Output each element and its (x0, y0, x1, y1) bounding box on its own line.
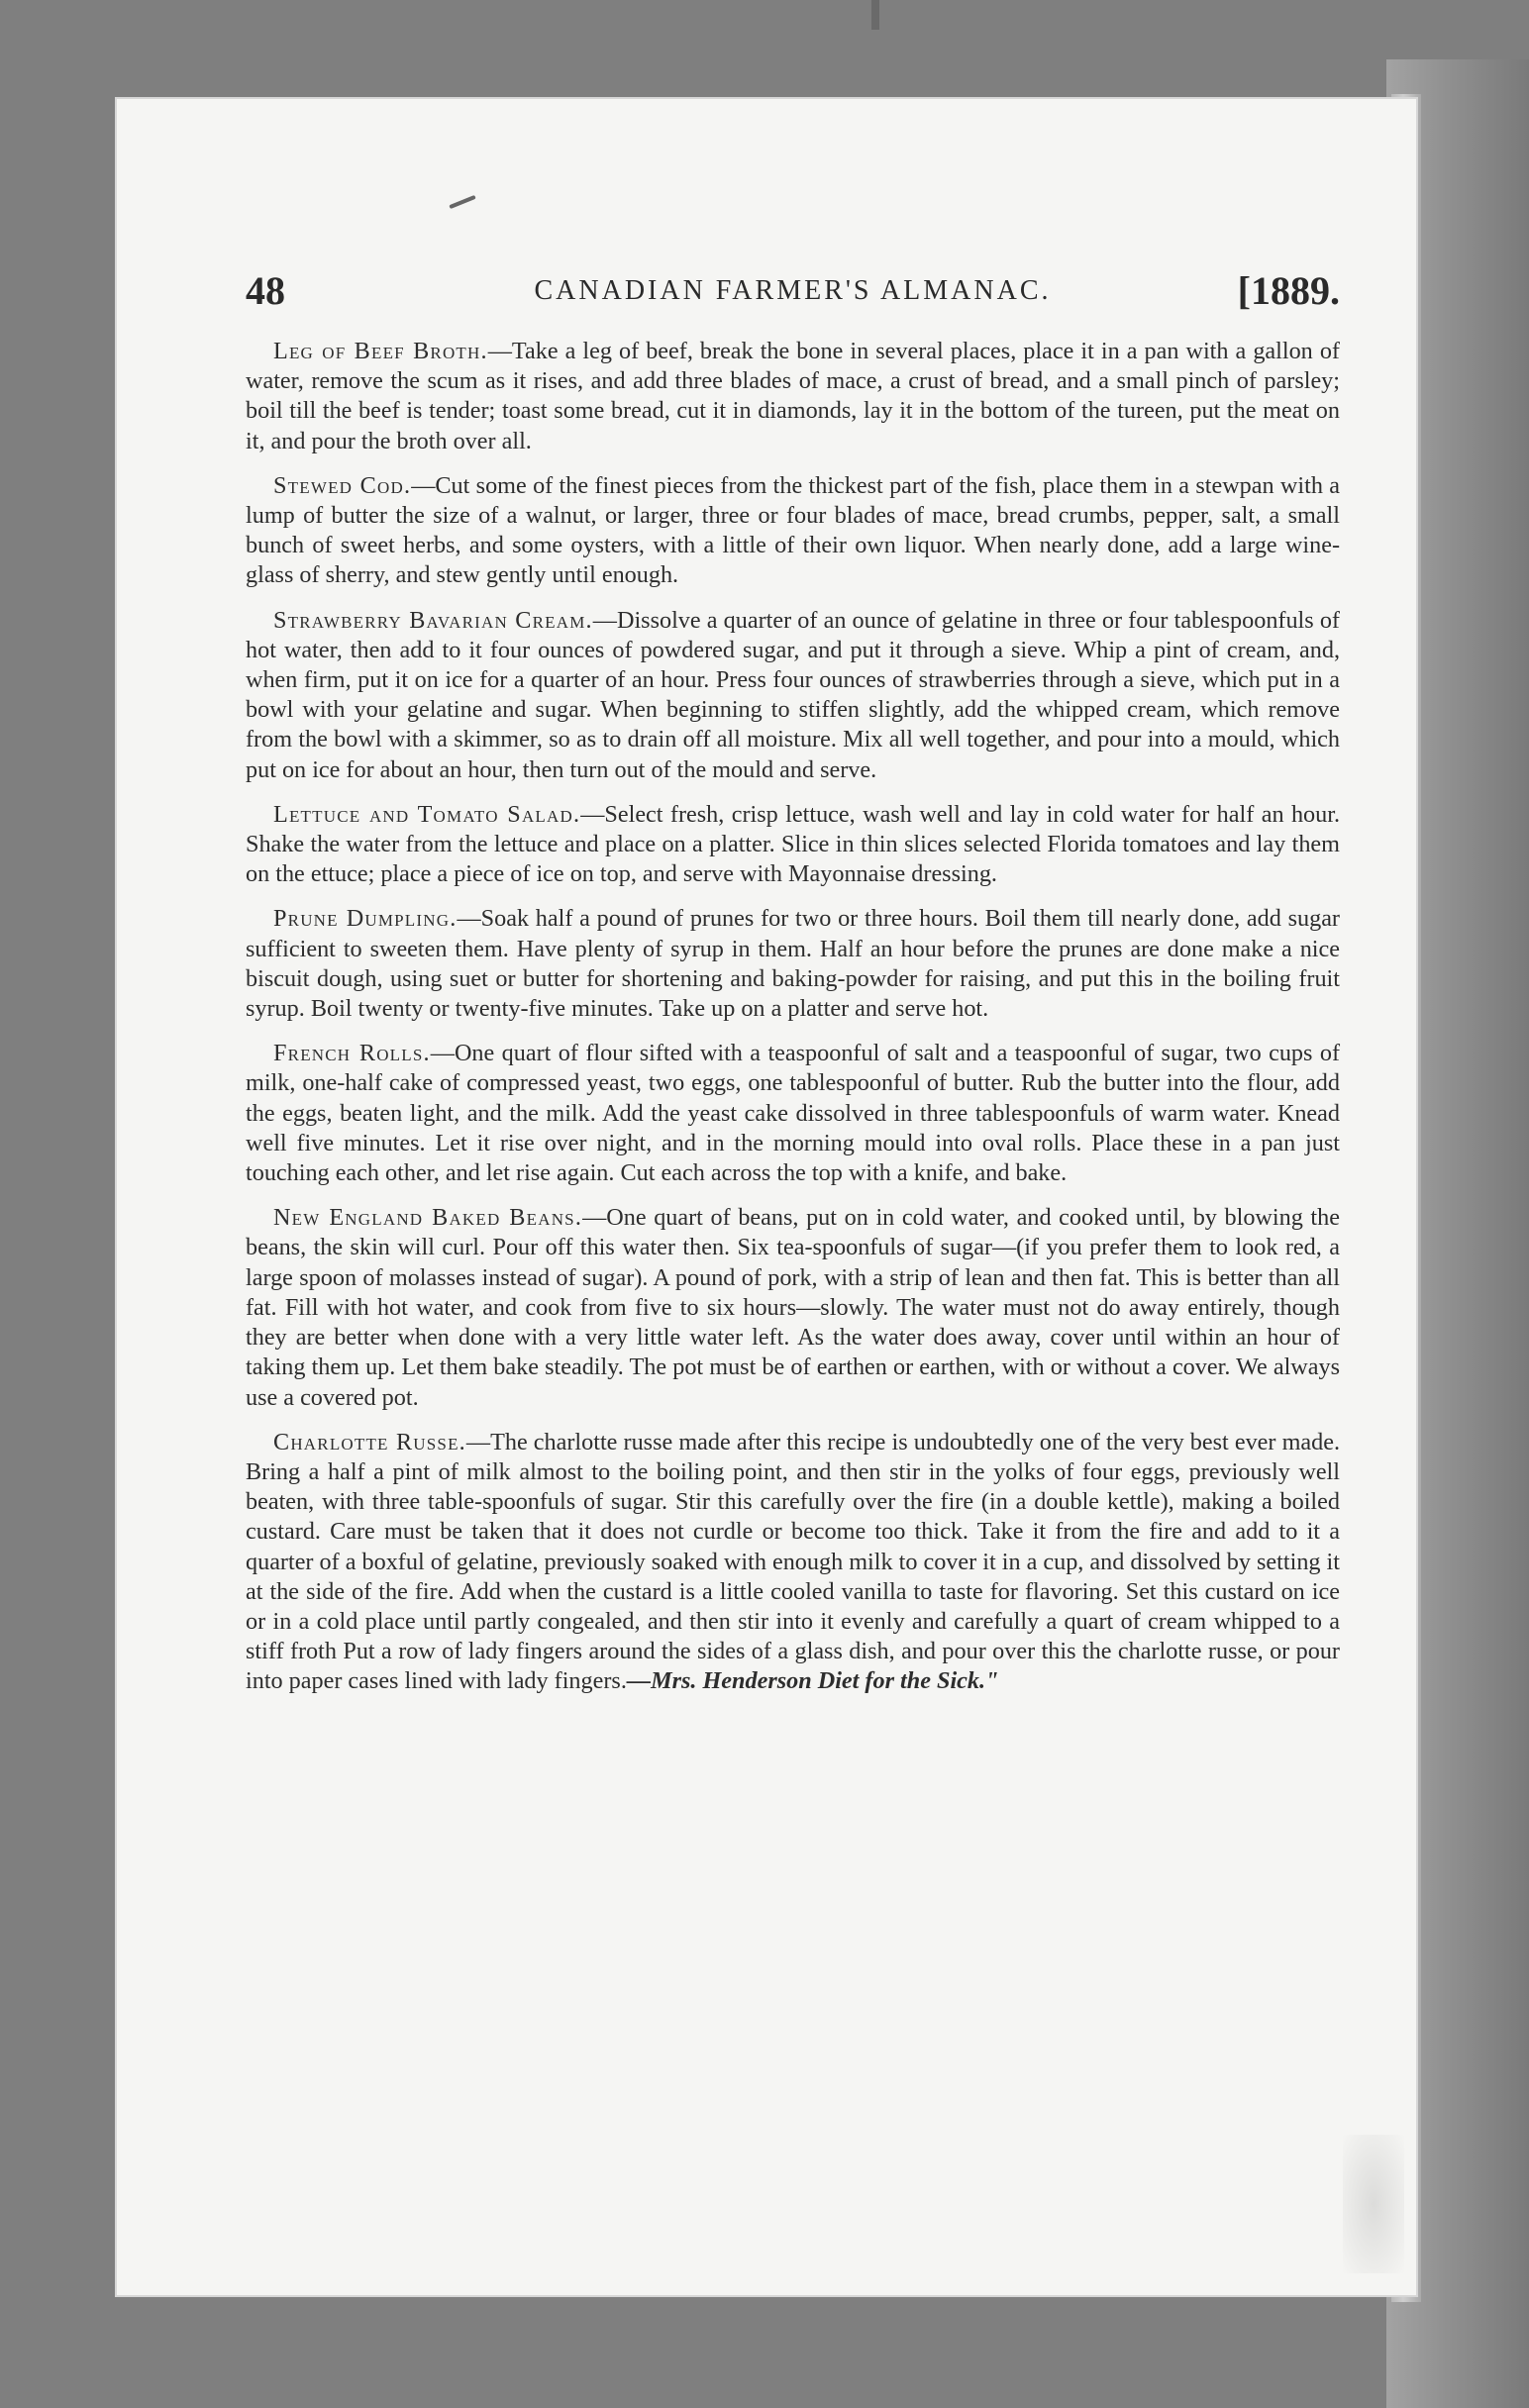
recipe-title: French Rolls. (273, 1040, 431, 1067)
recipe-text: —The charlotte russe made after this recipe is undoubtedly one of the very best ever made. Bring a half a pint of milk almost to the boiling point, and then stir in the yolks of four eggs, previously well beaten, with three table-spoonfuls of sugar. Stir this carefully over the fire (in a double kettle), making a boiled custard. Care must be taken that it does not curdle or become too thick. Take it from the fire and add to it a quarter of a boxful of gelatine, previously soaked with enough milk to cover it in a cup, and dissolved by setting it at the side of the fire. Add when the custard is a little cooled vanilla to taste for flavoring. Set this custard on ice or in a cold place until partly congealed, and then stir into it evenly and carefully a quart of cream whipped to a stiff froth Put a row of lady fingers around the sides of a glass dish, and pour over this the charlotte russe, or pour into paper cases lined with lady fingers. (246, 1428, 1340, 1695)
recipe-text: —One quart of beans, put on in cold water, and cooked until, by blowing the beans, the skin will curl. Pour off this water then. Six tea-spoonfuls of sugar—(if you prefer them to look red, a large spoon of molasses instead of sugar). A pound of pork, with a strip of lean and then fat. This is better than all fat. Fill with hot water, and cook from five to six hours—slowly. The water must not do away entirely, though they are better when done with a very little water left. As the water does away, cover until within an hour of taking them up. Let them bake steadily. The pot must be of earthen or earthen, with or without a cover. We always use a covered pot. (246, 1204, 1340, 1411)
recipe-text: —Cut some of the finest pieces from the thickest part of the fish, place them in a stewpan with a lump of butter the size of a walnut, or larger, three or four blades of mace, bread crumbs, pepper, salt, a small bunch of sweet herbs, and some oysters, with a little of their own liquor. When nearly done, add a large wine-glass of sherry, and stew gently until enough. (246, 471, 1340, 589)
recipe-title: New England Baked Beans. (273, 1204, 583, 1232)
recipe-text: —Take a leg of beef, break the bone in several places, place it in a pan with a gallon of water, remove the scum as it rises, and add three blades of mace, a crust of bread, and a small pinch of parsley; boil till the beef is tender; toast some bread, cut it in diamonds, lay it in the bottom of the tureen, put the meat on it, and pour the broth over all. (246, 338, 1340, 454)
recipe-stewed-cod (246, 471, 1340, 591)
page-stain (1343, 2135, 1404, 2273)
recipe-text: —Dissolve a quarter of an ounce of gelatine in three or four tablespoonfuls of hot water, then add to it four ounces of powdered sugar, and put it through a sieve. Whip a pint of cream, and, when firm, put it on ice for a quarter of an hour. Press four ounces of strawberries through a sieve, which put in a bowl with your gelatine and sugar. When beginning to stiffen slightly, add the whipped cream, which remove from the bowl with a skimmer, so as to drain off all moisture. Mix all well together, and pour into a mould, which put on ice for about an hour, then turn out of the mould and serve. (246, 606, 1340, 783)
recipe-lettuce-and-tomato-salad (246, 800, 1340, 890)
recipe-text: —Soak half a pound of prunes for two or three hours. Boil them till nearly done, add sugar sufficient to sweeten them. Have plenty of syrup in them. Half an hour before the prunes are done make a nice biscuit dough, using suet or butter for shortening and baking-powder for raising, and put this in the boiling fruit syrup. Boil twenty or twenty-five minutes. Take up on a platter and serve hot. (246, 905, 1340, 1023)
recipe-title: Prune Dumpling. (273, 905, 458, 933)
recipe-title: Leg of Beef Broth. (273, 338, 488, 364)
recipe-new-england-baked-beans (246, 1203, 1340, 1412)
recipe-attribution: —Mrs. Henderson Diet for the Sick." (626, 1667, 999, 1695)
recipe-leg-of-beef-broth (246, 337, 1340, 456)
page-number: 48 (246, 268, 285, 313)
ink-mark (449, 195, 475, 209)
recipe-strawberry-bavarian-cream (246, 606, 1340, 785)
recipe-list (246, 337, 1340, 1697)
recipe-prune-dumpling (246, 904, 1340, 1024)
recipe-title: Strawberry Bavarian Cream. (273, 606, 593, 634)
recipe-title: Charlotte Russe. (273, 1428, 466, 1455)
recipe-title: Lettuce and Tomato Salad. (273, 800, 581, 828)
recipe-title: Stewed Cod. (273, 471, 412, 499)
recipe-text: —One quart of flour sifted with a teaspoonful of salt and a teaspoonful of sugar, two cups of milk, one-half cake of compressed yeast, two eggs, one tablespoonful of butter. Rub the butter into the flour, add the eggs, beaten light, and the milk. Add the yeast cake dissolved in three tablespoonfuls of warm water. Knead well five minutes. Let it rise over night, and in the morning mould into oval rolls. Place these in a pan just touching each other, and let rise again. Cut each across the top with a knife, and bake. (246, 1040, 1340, 1187)
top-mark (871, 0, 879, 30)
recipe-french-rolls (246, 1039, 1340, 1188)
recipe-text: —Select fresh, crisp lettuce, wash well and lay in cold water for half an hour. Shake the water from the lettuce and place on a platter. Slice in thin slices selected Florida tomatoes and lay them on the ettuce; place a piece of ice on top, and serve with Mayonnaise dressing. (246, 800, 1341, 888)
almanac-title: CANADIAN FARMER'S ALMANAC. (534, 275, 1052, 306)
recipe-charlotte-russe (246, 1428, 1340, 1697)
almanac-year: [1889. (1237, 268, 1340, 313)
running-header (246, 267, 1340, 317)
book-page (117, 99, 1416, 2295)
